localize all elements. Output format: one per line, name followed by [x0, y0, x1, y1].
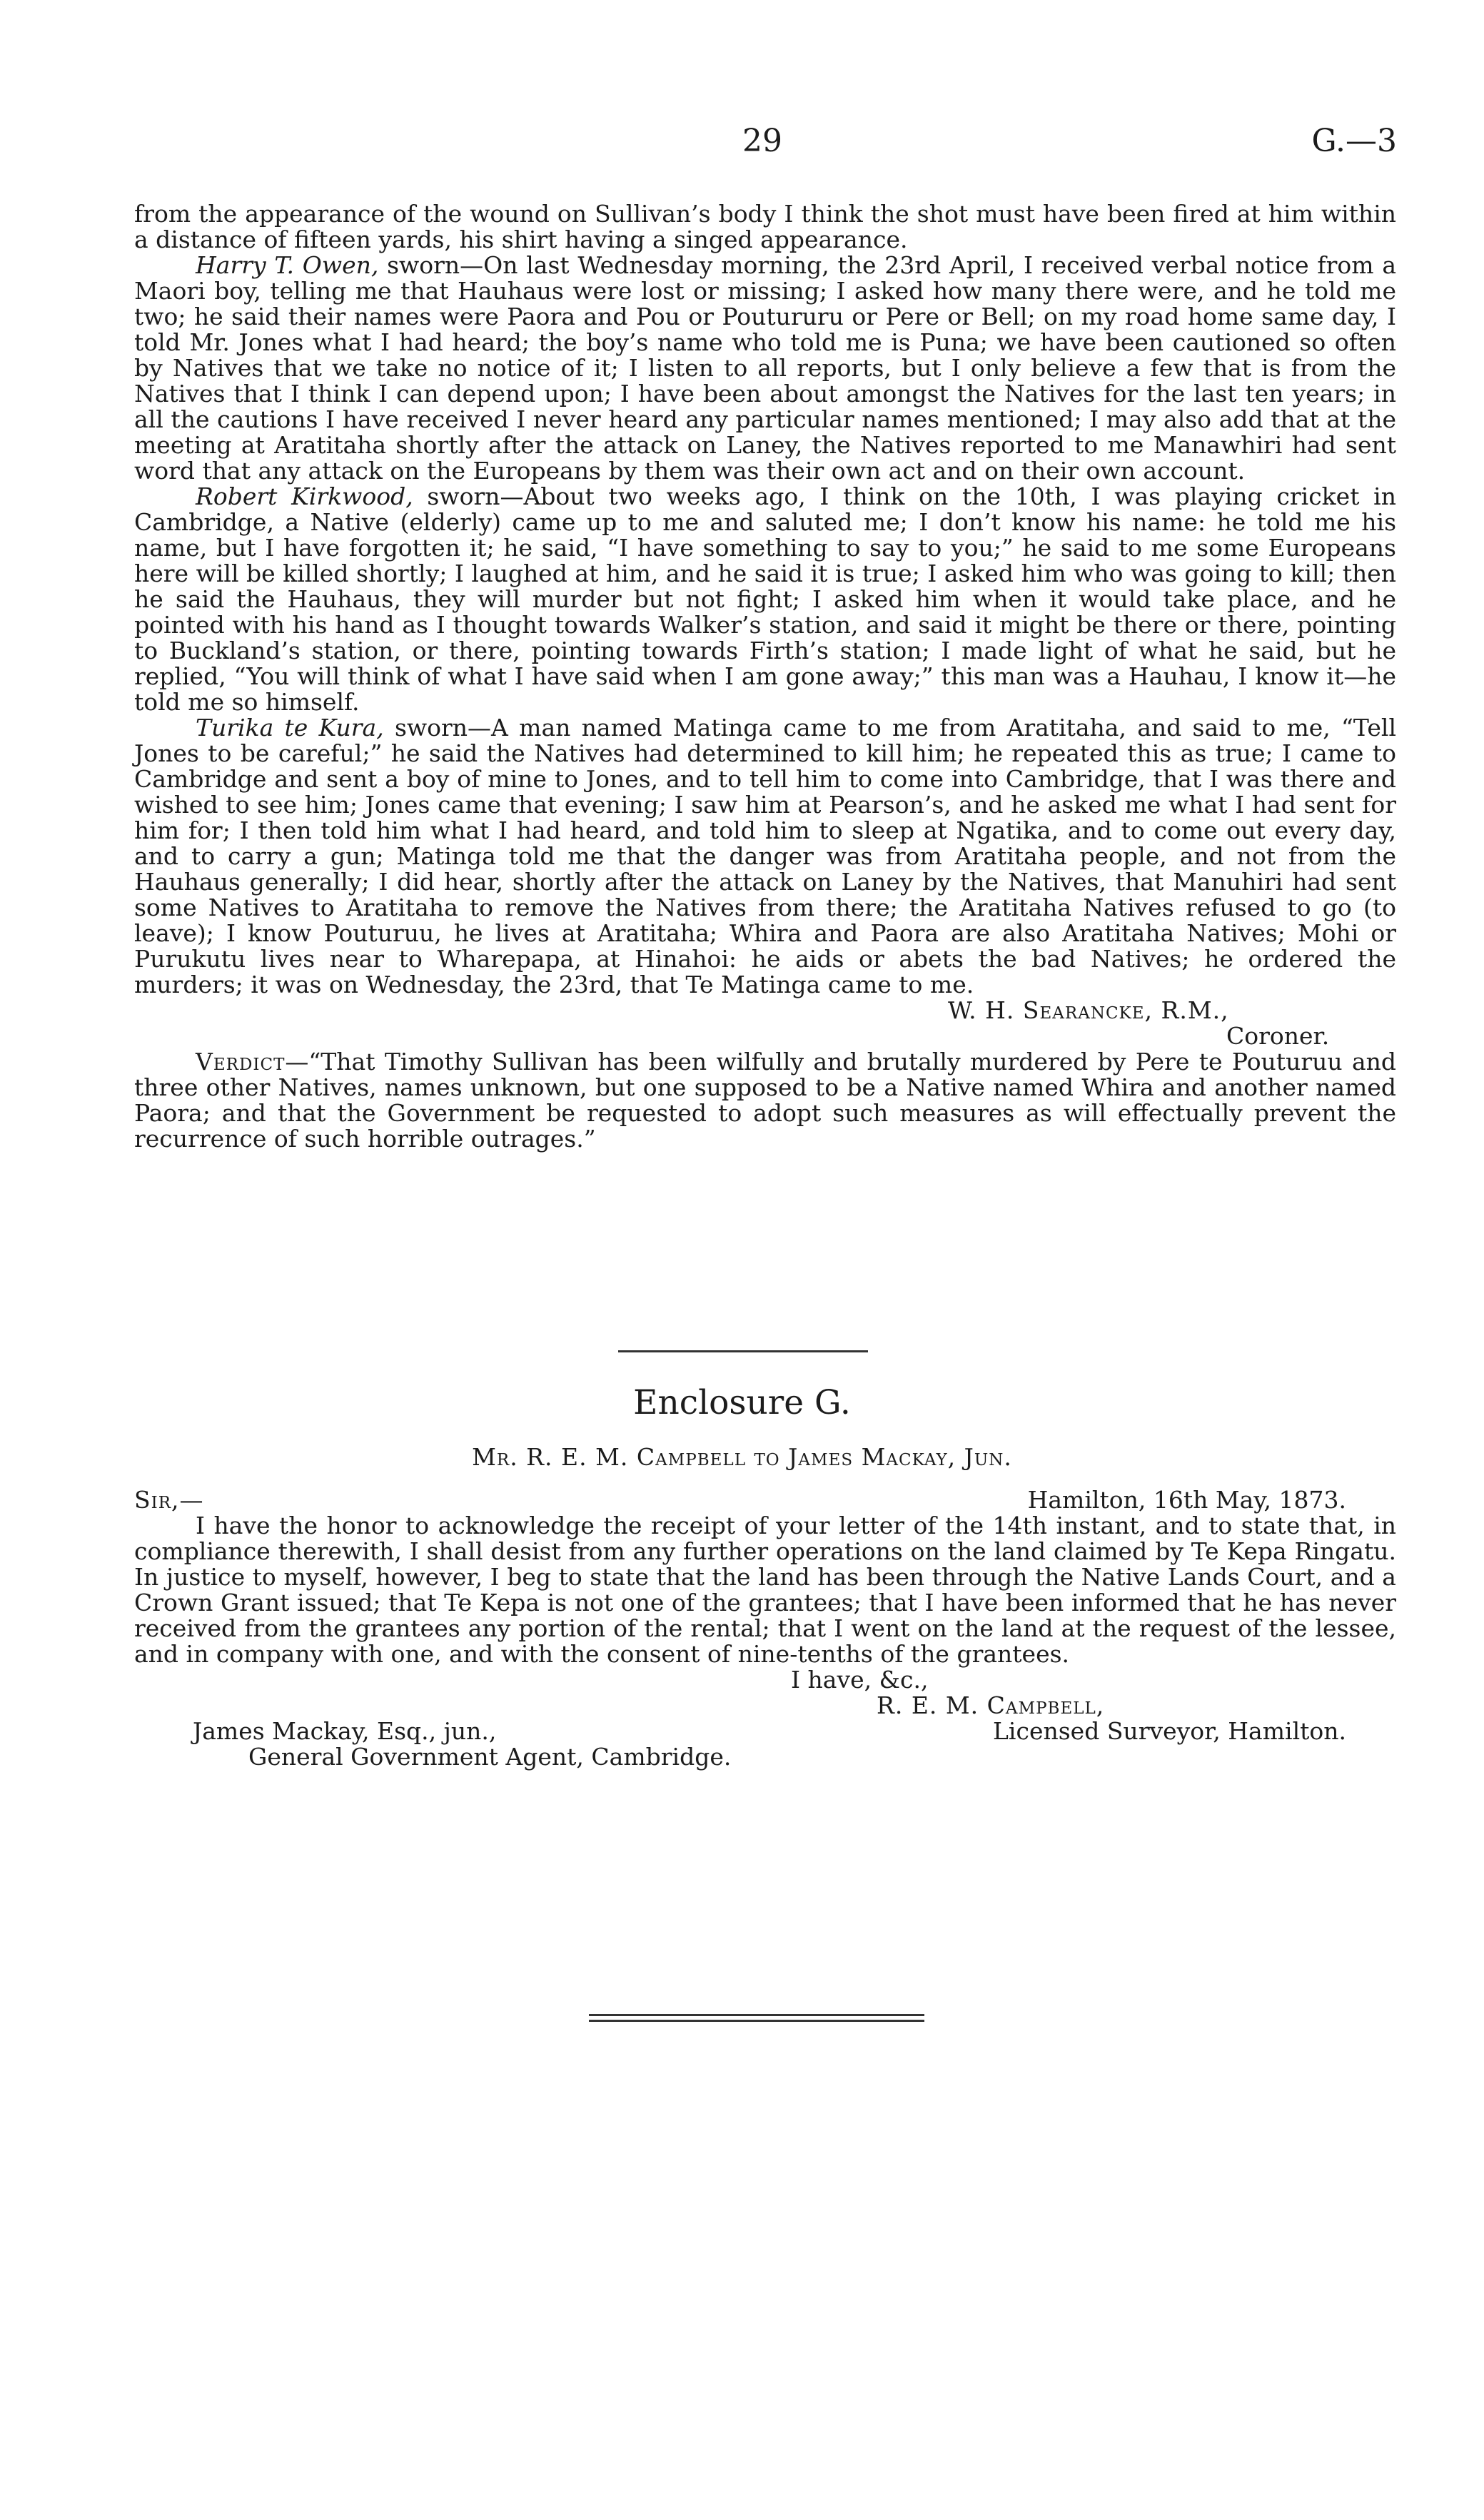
enclosure-title: Enclosure G.	[633, 1383, 851, 1422]
addressee-title: General Government Agent, Cambridge.	[248, 1743, 732, 1771]
enclosure-subtitle: Mr. R. E. M. Campbell to James Mackay, Jun.	[472, 1443, 1012, 1471]
address-row	[134, 1719, 1396, 1744]
witness-statement: sworn—About two weeks ago, I think on the 10th, I was playing cricket in Cambridge, a Native (elderly) came up to me and saluted me; I don’t know his name: he told me his name, but I have forgotten it; he said, “I have something to say to you;” he said to me some Europeans here will be killed shortly; I laughed at him, and he said it is true; I asked him who was going to kill; then he said the Hauhaus, they will murder but not fight; I asked him when it would take place, and he pointed with his hand as I thought towards Walker’s station, and said it might be there or there, pointing to Buckland’s station, or there, pointing towards Firth’s station; I made light of what he said, but he replied, “You will think of what I have said when I am gone away;” this man was a Hauhau, I know it—he told me so himself.	[134, 482, 1396, 716]
witness-statement: sworn—On last Wednesday morning, the 23rd April, I received verbal notice from a Maori boy, telling me that Hauhaus were lost or missing; I asked how many there were, and he told me two; he said their names were Paora and Pou or Poutururu or Pere or Bell; on my road home same day, I told Mr. Jones what I had heard; the boy’s name who told me is Puna; we have been cautioned so often by Natives that we take no notice of it; I listen to all reports, but I only believe a few that is from the Natives that I think I can depend upon; I have been about amongst the Natives for the last ten years; in all the cautions I have received I never heard any particular names mentioned; I may also add that at the meeting at Aratitaha shortly after the attack on Laney, the Natives reported to me Manawhiri had sent word that any attack on the Europeans by them was their own act and on their own account.	[134, 251, 1396, 485]
paragraph-owen	[134, 253, 1396, 484]
paragraph-turika	[134, 715, 1396, 998]
witness-statement: sworn—A man named Matinga came to me from Aratitaha, and said to me, “Tell Jones to be careful;” he said the Natives had determined to kill him; he repeated this as true; I came to Cambridge and sent a boy of mine to Jones, and to tell him to come into Cambridge, that I was there and wished to see him; Jones came that evening; I saw him at Pearson’s, and he asked me what I had sent for him for; I then told him what I had heard, and told him to sleep at Ngatika, and to come out every day, and to carry a gun; Matinga told me that the danger was from Aratitaha people, and not from the Hauhaus generally; I did hear, shortly after the attack on Laney by the Natives, that Manuhiri had sent some Natives to Aratitaha to remove the Natives from there; the Aratitaha Natives refused to go (to leave); I know Pouturuu, he lives at Aratitaha; Whira and Paora are also Aratitaha Natives; Mohi or Purukutu lives near to Wharepapa, at Hinahoi: he aids or abets the bad Natives; he ordered the murders; it was on Wednesday, the 23rd, that Te Matinga came to me.	[134, 714, 1397, 998]
letter-closing: I have, &c.,	[791, 1666, 929, 1694]
coroner-signature: W. H. Searancke, R.M.,	[948, 996, 1229, 1024]
letter-header-row	[134, 1487, 1396, 1513]
page-number: 29	[742, 123, 782, 159]
paragraph-kirkwood	[134, 484, 1396, 715]
end-rule-top	[589, 2014, 924, 2016]
document-reference: G.—3	[1311, 123, 1397, 159]
verdict-text: —“That Timothy Sullivan has been wilfully and brutally murdered by Pere te Pouturuu and three other Natives, names unknown, but one supposed to be a Native named Whira and another named Paora; and that the Government be requested to adopt such measures as will effectually prevent the recurrence of such horrible outrages.”	[134, 1048, 1396, 1153]
letter-body: I have the honor to acknowledge the receipt of your letter of the 14th instant, and to state that, in compliance therewith, I shall desist from any further operations on the land claimed by Te Kepa Ringatu. In justice to myself, however, I beg to state that the land has been through the Native Lands Court, and a Crown Grant issued; that Te Kepa is not one of the grantees; that I have been informed that he has never received from the grantees any portion of the rental; that I went on the land at the request of the lessee, and in company with one, and with the consent of nine-tenths of the grantees.	[134, 1512, 1396, 1668]
salutation: Sir,—	[134, 1486, 204, 1514]
witness-name: Harry T. Owen,	[196, 251, 379, 279]
end-rule-bottom	[589, 2020, 924, 2022]
witness-name: Turika te Kura,	[196, 714, 384, 742]
paragraph-continuation: from the appearance of the wound on Sullivan’s body I think the shot must have been fired at him within a distance of fifteen yards, his shirt having a singed appearance.	[134, 200, 1396, 253]
section-divider	[618, 1350, 868, 1352]
testimony-body	[134, 201, 1396, 1152]
coroner-title: Coroner.	[1226, 1022, 1330, 1050]
verdict-paragraph	[134, 1049, 1396, 1152]
enclosure-letter	[134, 1487, 1396, 1770]
witness-name: Robert Kirkwood,	[196, 482, 413, 510]
letter-signer: R. E. M. Campbell,	[877, 1691, 1105, 1719]
signer-title: Licensed Surveyor, Hamilton.	[993, 1717, 1346, 1745]
verdict-label: Verdict	[196, 1048, 286, 1076]
letter-date: Hamilton, 16th May, 1873.	[1027, 1486, 1346, 1514]
addressee-name: James Mackay, Esq., jun.,	[193, 1717, 497, 1745]
